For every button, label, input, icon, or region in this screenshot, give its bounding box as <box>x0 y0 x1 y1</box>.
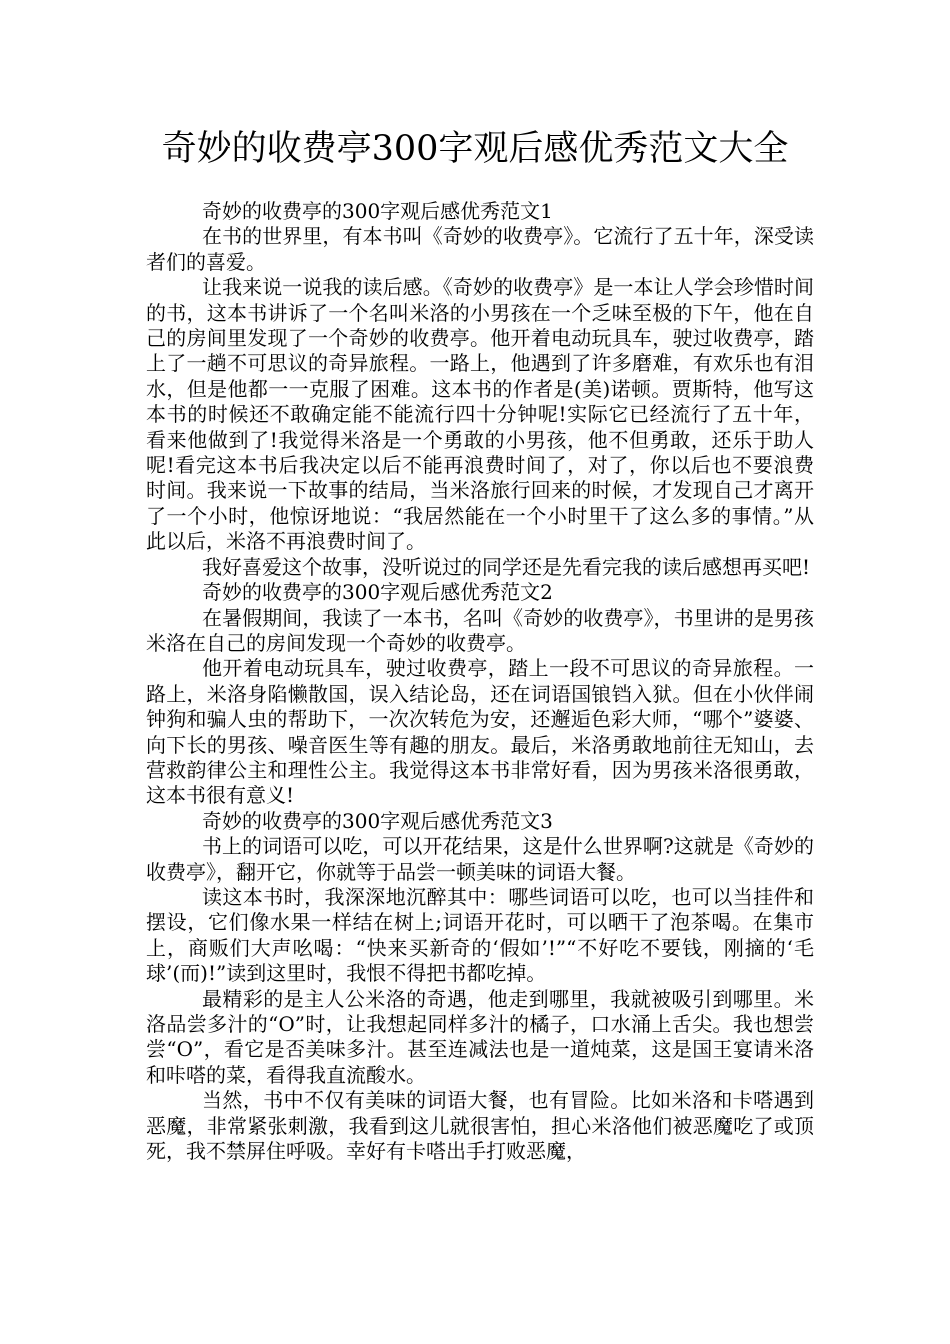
document-title: 奇妙的收费亭300字观后感优秀范文大全 <box>161 129 789 169</box>
paragraph: 当然，书中不仅有美味的词语大餐，也有冒险。比如米洛和卡嗒遇到恶魔，非常紧张刺激，我看到这儿就很害怕，担心米洛他们被恶魔吃了或顶死，我不禁屏住呼吸。幸好有卡嗒出手打败恶魔， <box>146 1088 814 1164</box>
document-body <box>146 199 814 1164</box>
paragraph: 他开着电动玩具车，驶过收费亭，踏上一段不可思议的奇异旅程。一路上，米洛身陷懒散国，误入结论岛，还在词语国锒铛入狱。但在小伙伴闹钟狗和骗人虫的帮助下，一次次转危为安，还邂逅色彩大师，“哪个”婆婆、向下长的男孩、噪音医生等有趣的朋友。最后，米洛勇敢地前往无知山，去营救韵律公主和理性公主。我觉得这本书非常好看，因为男孩米洛很勇敢，这本书很有意义! <box>146 656 814 808</box>
paragraph-heading-2: 奇妙的收费亭的300字观后感优秀范文2 <box>202 580 553 605</box>
paragraph: 让我来说一说我的读后感。《奇妙的收费亭》是一本让人学会珍惜时间的书，这本书讲诉了一个名叫米洛的小男孩在一个乏味至极的下午，他在自己的房间里发现了一个奇妙的收费亭。他开着电动玩具车，驶过收费亭，踏上了一趟不可思议的奇异旅程。一路上，他遇到了许多磨难，有欢乐也有泪水，但是他都一一克服了困难。这本书的作者是(美)诺顿。贾斯特，他写这本书的时候还不敢确定能不能流行四十分钟呢!实际它已经流行了五十年，看来他做到了!我觉得米洛是一个勇敢的小男孩，他不但勇敢，还乐于助人呢!看完这本书后我决定以后不能再浪费时间了，对了，你以后也不要浪费时间。我来说一下故事的结局，当米洛旅行回来的时候，才发现自己才离开了一个小时，他惊讶地说：“我居然能在一个小时里干了这么多的事情。”从此以后，米洛不再浪费时间了。 <box>146 275 814 554</box>
paragraph-heading-3: 奇妙的收费亭的300字观后感优秀范文3 <box>202 808 553 833</box>
paragraph-heading-1: 奇妙的收费亭的300字观后感优秀范文1 <box>202 199 553 223</box>
paragraph: 在暑假期间，我读了一本书，名叫《奇妙的收费亭》，书里讲的是男孩米洛在自己的房间发现一个奇妙的收费亭。 <box>146 605 814 655</box>
paragraph: 最精彩的是主人公米洛的奇遇，他走到哪里，我就被吸引到哪里。米洛品尝多汁的“O”时，让我想起同样多汁的橘子，口水涌上舌尖。我也想尝尝“O”，看它是否美味多汁。甚至连减法也是一道炖菜，这是国王宴请米洛和咔嗒的菜，看得我直流酸水。 <box>146 986 814 1087</box>
paragraph: 我好喜爱这个故事，没听说过的同学还是先看完我的读后感想再买吧! <box>202 554 811 579</box>
paragraph: 读这本书时，我深深地沉醉其中：哪些词语可以吃，也可以当挂件和摆设，它们像水果一样结在树上;词语开花时，可以晒干了泡茶喝。在集市上，商贩们大声吆喝：“快来买新奇的‘假如’!”“不好吃不要钱，刚摘的‘毛球’(而)!”读到这里时，我恨不得把书都吃掉。 <box>146 884 814 986</box>
paragraph: 在书的世界里，有本书叫《奇妙的收费亭》。它流行了五十年，深受读者们的喜爱。 <box>146 224 814 274</box>
paragraph: 书上的词语可以吃，可以开花结果，这是什么世界啊?这就是《奇妙的收费亭》，翻开它，你就等于品尝一顿美味的词语大餐。 <box>146 834 814 884</box>
